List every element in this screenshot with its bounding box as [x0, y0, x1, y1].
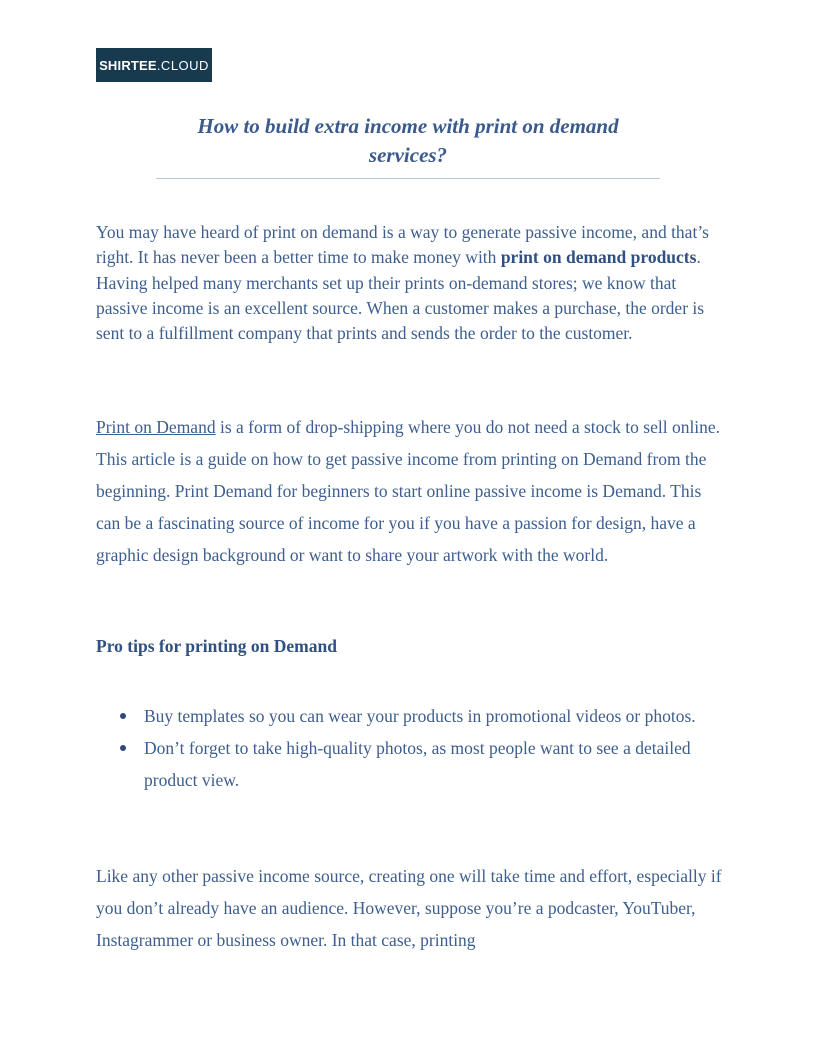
list-item [96, 700, 724, 732]
shirtee-cloud-logo [96, 48, 212, 82]
print-on-demand-text: is a form of drop-shipping where you do not need a stock to sell online. This article is a guide on how to get passive income from printing on Demand from the beginning. Print Demand for beginners to start online passive income is Demand. This can be a fascinating source of income for you if you have a passion for design, have a graphic design background or want to share your artwork with the world. [96, 417, 721, 565]
logo-text-bold: SHIRTEE [99, 57, 157, 73]
bullet-icon [120, 713, 126, 719]
intro-paragraph [96, 220, 724, 346]
bullet-icon [120, 745, 126, 751]
passive-income-paragraph: Like any other passive income source, creating one will take time and effort, especially if you don’t already have an audience. However, suppose you’re a podcaster, YouTuber, Instagrammer or business owner. In that case, printing [96, 866, 722, 950]
intro-bold-phrase: print on demand products [500, 247, 697, 268]
pro-tips-heading: Pro tips for printing on Demand [96, 636, 337, 656]
list-item [96, 732, 724, 796]
list-item-text: Buy templates so you can wear your products in promotional videos or photos. [144, 706, 696, 726]
document-title: How to build extra income with print on demand services? [156, 112, 660, 179]
intro-text-end: . Having helped many merchants set up their prints on-demand stores; we know that passive income is an excellent source. When a customer makes a purchase, the order is sent to a fulfillment company that prints and sends the order to the customer. [96, 247, 705, 344]
print-on-demand-paragraph [96, 411, 724, 571]
intro-text-start: You may have heard of print on demand is a way to generate passive income, and that’s right. It has never been a better time to make money with [96, 222, 709, 268]
print-on-demand-link[interactable]: Print on Demand [96, 417, 216, 437]
list-item-text: Don’t forget to take high-quality photos, as most people want to see a detailed product view. [144, 738, 691, 790]
pro-tips-list [96, 700, 724, 796]
logo-text-light: .CLOUD [156, 57, 209, 73]
